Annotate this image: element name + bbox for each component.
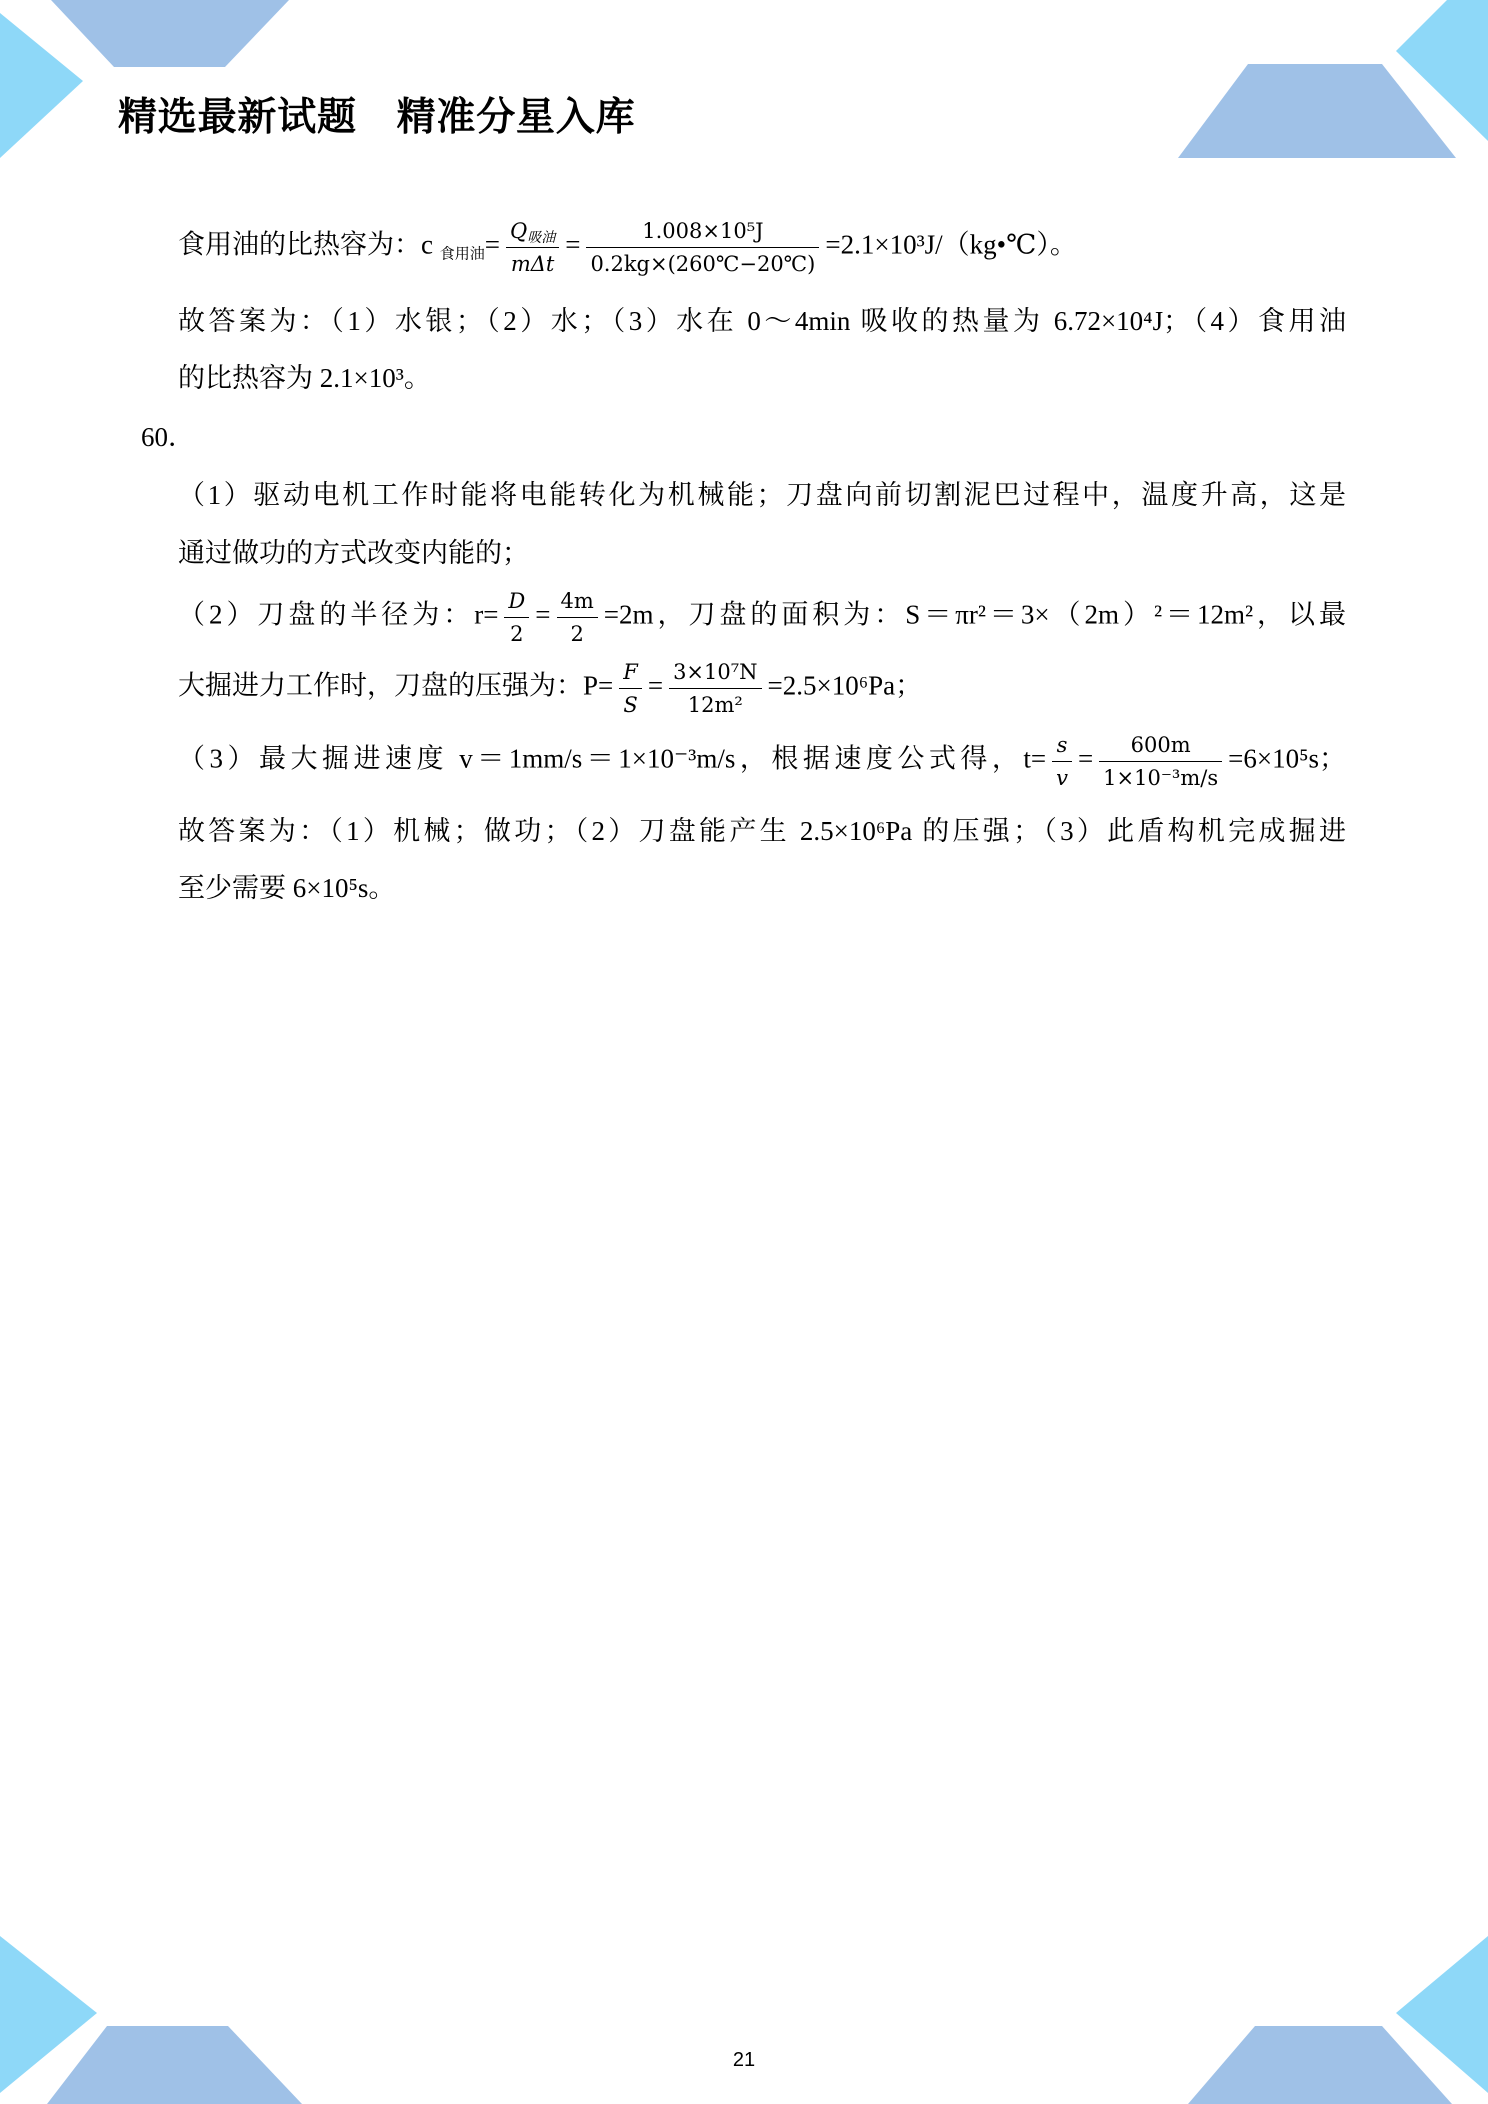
- c-subscript: 食用油: [439, 246, 485, 263]
- line-suffix: =2.5×10⁶Pa；: [767, 670, 923, 701]
- fraction-force-over-area: [669, 659, 761, 718]
- fraction-4m-over-2: [557, 588, 598, 647]
- page-number: 21: [732, 2049, 756, 2071]
- fraction-f-over-s: [619, 659, 642, 718]
- fraction-q-over-m-delta-t: [506, 218, 559, 277]
- equals-sign: =: [535, 599, 551, 630]
- answer-59-line-3: [178, 338, 1346, 418]
- fraction-numerator: 1.008×10⁵J: [586, 218, 819, 248]
- fraction-denominator: 2: [510, 621, 524, 646]
- equals-sign: =: [647, 670, 664, 701]
- fraction-denominator: 1×10⁻³m/s: [1103, 765, 1219, 790]
- answer-59-line-1: [178, 207, 1346, 287]
- line-prefix: （3）最大掘进速度 v＝1mm/s＝1×10⁻³m/s，根据速度公式得，t=: [178, 743, 1047, 774]
- corner-triangle-top-left: [0, 13, 83, 158]
- line-prefix: （2）刀盘的半径为：r=: [178, 599, 499, 630]
- answer-60-part2-line-2: [178, 648, 1346, 728]
- answer-59-line-1-text: [178, 218, 1346, 277]
- fraction-heat-values: [586, 218, 819, 277]
- fraction-numerator: s: [1052, 732, 1072, 762]
- fraction-denominator: 12m²: [687, 692, 743, 717]
- answer-59-line-2-text: 故答案为：（1）水银；（2）水；（3）水在 0～4min 吸收的热量为 6.72×10⁴J；（4）食用油: [178, 306, 1346, 336]
- answer-60-summary-line-2: [178, 848, 1346, 928]
- fraction-denominator: v: [1056, 765, 1068, 790]
- numerator-symbol: Q: [509, 218, 528, 243]
- fraction-d-over-2: [504, 588, 529, 647]
- line-suffix: =2.1×10³J/（kg•℃）。: [825, 229, 1077, 260]
- fraction-numerator: F: [619, 659, 642, 689]
- answer-59-line-3-text: 的比热容为 2.1×10³。: [178, 363, 431, 393]
- answer-60-part3-line-1: [178, 721, 1346, 801]
- corner-trapezoid-top-right: [1178, 64, 1456, 158]
- equals-sign: =: [484, 229, 500, 260]
- page-header-title: 精选最新试题 精准分星入库: [118, 96, 636, 139]
- fraction-s-over-v: [1052, 732, 1072, 791]
- line-suffix: =2m，刀盘的面积为：S＝πr²＝3×（2m）²＝12m²，以最: [603, 599, 1346, 630]
- answer-60-part2-line-2-text: [178, 659, 1346, 718]
- line-prefix: 大掘进力工作时，刀盘的压强为：P=: [178, 670, 614, 701]
- answer-60-summary-line-1-text: 故答案为：（1）机械；做功；（2）刀盘能产生 2.5×10⁶Pa 的压强；（3）此盾构机完成掘进: [178, 816, 1346, 846]
- fraction-distance-over-speed: [1099, 732, 1222, 791]
- fraction-denominator: mΔt: [510, 251, 555, 276]
- question-number-60: 60．: [141, 422, 195, 452]
- fraction-numerator: D: [504, 588, 529, 618]
- fraction-numerator: 3×10⁷N: [669, 659, 761, 689]
- equals-sign: =: [565, 229, 581, 260]
- line-prefix: 食用油的比热容为：c: [178, 229, 440, 260]
- answer-60-part2-line-1-text: [178, 588, 1346, 647]
- fraction-numerator: 600m: [1099, 732, 1222, 762]
- answer-60-part2-line-1: [178, 577, 1346, 657]
- line-suffix: =6×10⁵s；: [1228, 743, 1346, 774]
- answer-60-summary-line-2-text: 至少需要 6×10⁵s。: [178, 873, 396, 903]
- numerator-subscript: 吸油: [527, 229, 556, 246]
- equals-sign: =: [1077, 743, 1094, 774]
- answer-60-part1-line-2-text: 通过做功的方式改变内能的；: [178, 538, 529, 568]
- corner-trapezoid-top-left: [51, 0, 289, 67]
- fraction-numerator: [506, 218, 559, 248]
- fraction-denominator: 2: [570, 621, 584, 646]
- answer-60-part3-line-1-text: [178, 732, 1346, 791]
- fraction-denominator: 0.2kg×(260℃−20℃): [590, 251, 816, 276]
- fraction-numerator: 4m: [557, 588, 598, 618]
- answer-60-part1-line-1-text: （1）驱动电机工作时能将电能转化为机械能；刀盘向前切割泥巴过程中，温度升高，这是: [178, 480, 1346, 510]
- fraction-denominator: S: [623, 692, 638, 717]
